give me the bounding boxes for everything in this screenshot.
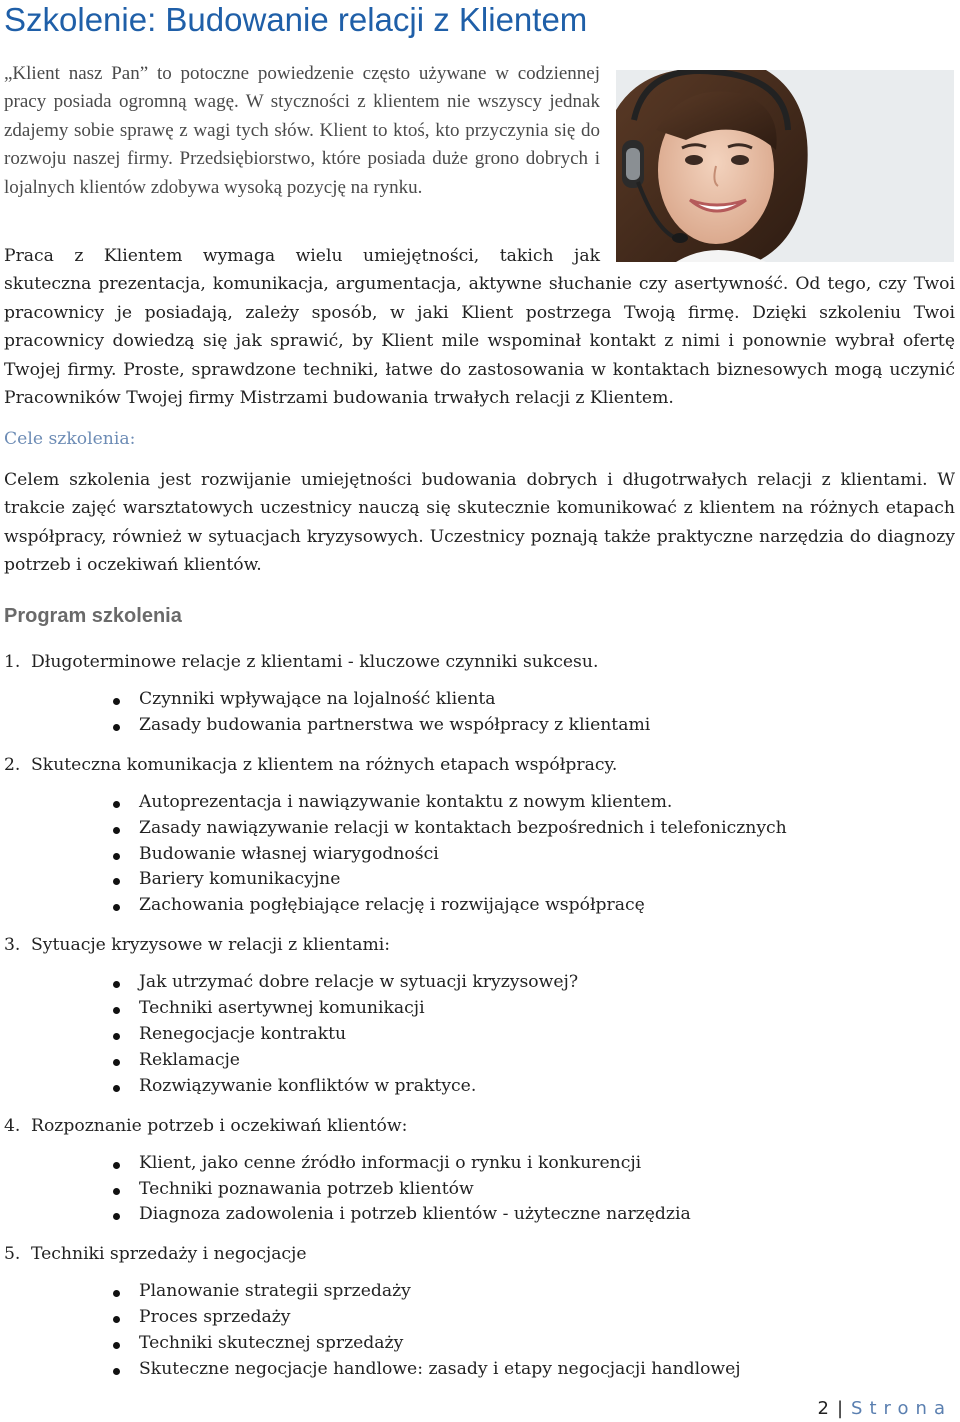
cele-paragraph [4, 466, 955, 580]
bullet-icon [113, 1213, 120, 1220]
bullet-icon [113, 1007, 120, 1014]
list-item [0, 687, 960, 713]
list-item-text: Zachowania pogłębiające relację i rozwijające współpracę [139, 895, 645, 916]
bullet-icon [113, 1368, 120, 1375]
list-item [0, 1279, 960, 1305]
list-item [0, 1022, 960, 1048]
bullet-icon [113, 827, 120, 834]
module-number: 5. [4, 1244, 21, 1265]
module-title: Techniki sprzedaży i negocjacje [31, 1244, 307, 1265]
list-item [0, 970, 960, 996]
page-number: 2 [817, 1398, 829, 1419]
program-module [0, 648, 960, 739]
list-item-text: Reklamacje [139, 1049, 240, 1070]
bullet-icon [113, 1342, 120, 1349]
bullet-icon [113, 904, 120, 911]
list-item-text: Autoprezentacja i nawiązywanie kontaktu z nowym klientem. [139, 791, 673, 812]
list-item [0, 1305, 960, 1331]
module-number: 4. [4, 1115, 21, 1136]
module-bullet-list [0, 1279, 960, 1383]
program-module [0, 1240, 960, 1383]
bullet-icon [113, 1188, 120, 1195]
list-item [0, 842, 960, 868]
list-item-text: Planowanie strategii sprzedaży [139, 1281, 411, 1302]
praca-paragraph [4, 242, 955, 412]
program-list [0, 648, 960, 1395]
intro-text: „Klient nasz Pan” to potoczne powiedzenie często używane w codziennej pracy posiada ogromną wagę. W styczności z klientem nie wszyscy jednak zdajemy sobie sprawę z wagi tych słów. Klient to ktoś, kto przyczynia się do rozwoju naszej firmy. Przedsiębiorstwo, które posiada duże grono dobrych i lojalnych klientów zdobywa wysoką pozycję na rynku. [4, 63, 600, 198]
module-title: Rozpoznanie potrzeb i oczekiwań klientów: [31, 1115, 408, 1136]
module-bullet-list [0, 970, 960, 1099]
list-item [0, 1202, 960, 1228]
list-item [0, 713, 960, 739]
list-item-text: Zasady budowania partnerstwa we współpracy z klientami [139, 714, 651, 735]
list-item [0, 1151, 960, 1177]
module-heading [0, 751, 960, 779]
list-item [0, 816, 960, 842]
module-bullet-list [0, 1151, 960, 1229]
praca-rest-text: skuteczna prezentacja, komunikacja, argumentacja, aktywne słuchanie czy asertywność. Od tego, czy Twoi pracownicy je posiadają, zależy sposób, w jaki Klient postrzega Twoją firmę. Dzięki szkoleniu Twoi pracownicy dowiedzą się jak sprawić, by Klient mile wspominał kontakt z nimi i ponownie wybrał ofertę Twojej firmy. Proste, sprawdzone techniki, łatwe do zastosowania w kontaktach biznesowych mogą uczynić Pracowników Twojej firmy Mistrzami budowania trwałych relacji z Klientem. [4, 274, 955, 409]
list-item [0, 790, 960, 816]
list-item-text: Techniki poznawania potrzeb klientów [139, 1178, 474, 1199]
list-item-text: Proces sprzedaży [139, 1307, 291, 1328]
page-footer [818, 1396, 952, 1422]
program-module [0, 751, 960, 919]
footer-separator: | [836, 1398, 844, 1419]
bullet-icon [113, 1162, 120, 1169]
module-bullet-list [0, 790, 960, 919]
program-module [0, 1112, 960, 1229]
list-item [0, 1331, 960, 1357]
list-item-text: Techniki skutecznej sprzedaży [139, 1333, 404, 1354]
module-bullet-list [0, 687, 960, 739]
headset-woman-illustration [616, 70, 954, 262]
bullet-icon [113, 801, 120, 808]
program-heading: Program szkolenia [4, 605, 182, 627]
list-item [0, 1048, 960, 1074]
list-item [0, 996, 960, 1022]
bullet-icon [113, 878, 120, 885]
page-title: Szkolenie: Budowanie relacji z Klientem [4, 1, 588, 38]
module-number: 3. [4, 935, 21, 956]
bullet-icon [113, 981, 120, 988]
module-heading [0, 1112, 960, 1140]
list-item-text: Jak utrzymać dobre relacje w sytuacji kryzysowej? [139, 972, 579, 993]
bullet-icon [113, 1059, 120, 1066]
cele-text: Celem szkolenia jest rozwijanie umiejętności budowania dobrych i długotrwałych relacji z klientami. W trakcie zajęć warsztatowych uczestnicy nauczą się skutecznie komunikować z klientem na różnych etapach współpracy, również w sytuacjach kryzysowych. Uczestnicy poznają także praktyczne narzędzia do diagnozy potrzeb i oczekiwań klientów. [4, 470, 955, 576]
bullet-icon [113, 1085, 120, 1092]
module-title: Długoterminowe relacje z klientami - kluczowe czynniki sukcesu. [31, 652, 599, 672]
cele-heading: Cele szkolenia: [4, 429, 136, 449]
bullet-icon [113, 1290, 120, 1297]
module-heading [0, 1240, 960, 1268]
list-item [0, 1357, 960, 1383]
list-item-text: Diagnoza zadowolenia i potrzeb klientów - użyteczne narzędzia [139, 1204, 691, 1225]
module-number: 1. [4, 652, 21, 672]
bullet-icon [113, 1033, 120, 1040]
bullet-icon [113, 724, 120, 731]
module-heading [0, 931, 960, 959]
list-item [0, 1074, 960, 1100]
bullet-icon [113, 853, 120, 860]
list-item-text: Rozwiązywanie konfliktów w praktyce. [139, 1075, 477, 1096]
list-item [0, 1177, 960, 1203]
list-item-text: Budowanie własnej wiarygodności [139, 843, 439, 864]
list-item-text: Skuteczne negocjacje handlowe: zasady i etapy negocjacji handlowej [139, 1359, 741, 1380]
list-item-text: Zasady nawiązywanie relacji w kontaktach bezpośrednich i telefonicznych [139, 817, 787, 838]
bullet-icon [113, 698, 120, 705]
module-heading [0, 648, 960, 676]
call-center-agent-photo [616, 70, 954, 262]
list-item-text: Czynniki wpływające na lojalność klienta [139, 689, 496, 709]
module-title: Skuteczna komunikacja z klientem na różnych etapach współpracy. [31, 754, 618, 775]
program-module [0, 931, 960, 1099]
list-item-text: Techniki asertywnej komunikacji [139, 998, 425, 1019]
list-item [0, 867, 960, 893]
list-item-text: Klient, jako cenne źródło informacji o rynku i konkurencji [139, 1152, 642, 1173]
list-item-text: Bariery komunikacyjne [139, 869, 341, 890]
list-item-text: Renegocjacje kontraktu [139, 1024, 347, 1045]
list-item [0, 893, 960, 919]
page-label: Strona [851, 1398, 952, 1419]
module-number: 2. [4, 754, 21, 775]
bullet-icon [113, 1316, 120, 1323]
intro-paragraph [4, 60, 600, 202]
praca-lead-text: Praca z Klientem wymaga wielu umiejętności, takich jak [4, 246, 600, 266]
module-title: Sytuacje kryzysowe w relacji z klientami: [31, 935, 391, 956]
